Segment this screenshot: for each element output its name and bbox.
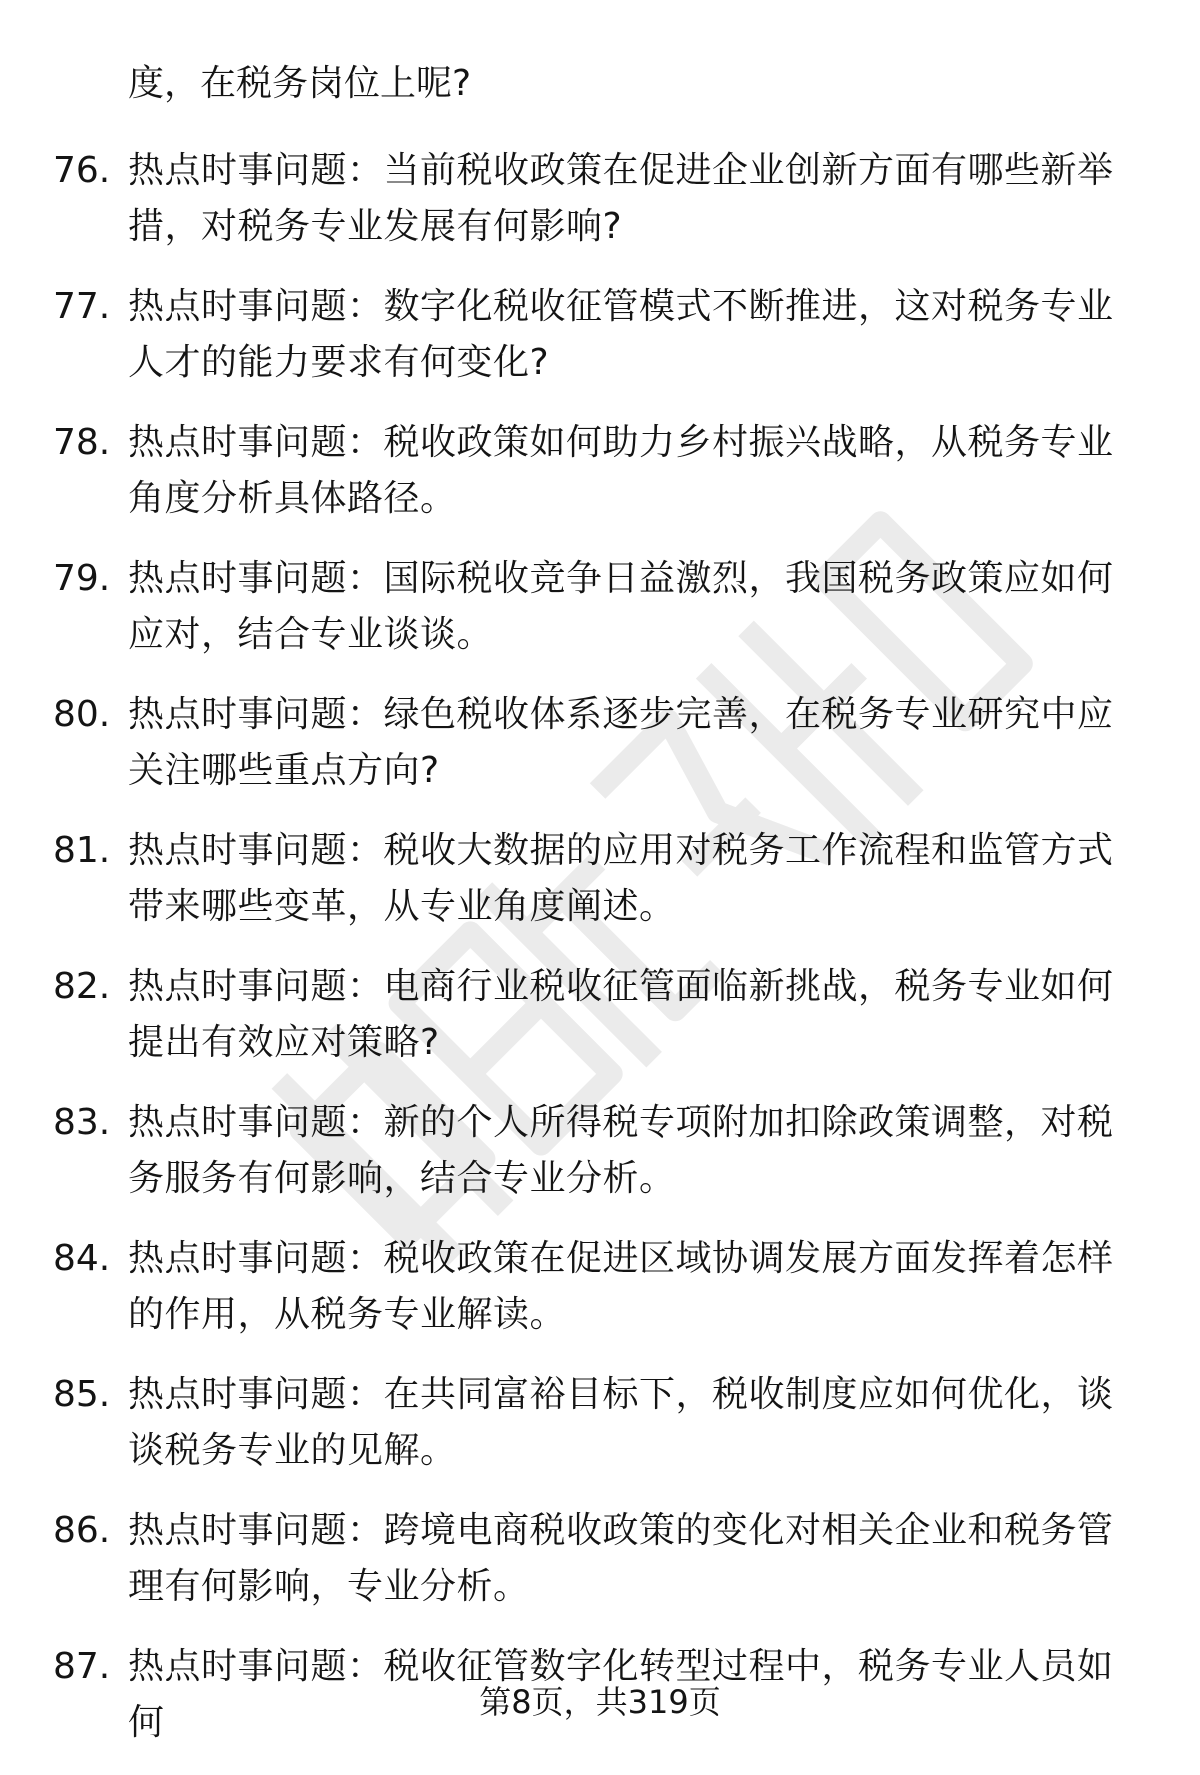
item-text: 热点时事问题：税收征管数字化转型过程中，税务专业人员如何 bbox=[128, 1646, 1114, 1743]
list-item bbox=[0, 959, 1200, 1095]
list-item bbox=[0, 551, 1200, 687]
list-item bbox=[0, 415, 1200, 551]
continuation-text: 度，在税务岗位上呢? bbox=[128, 63, 472, 104]
list-item bbox=[0, 1367, 1200, 1503]
page-footer: 第8页，共319页 bbox=[479, 1683, 721, 1721]
item-number: 87. bbox=[53, 1646, 111, 1687]
item-text: 热点时事问题：在共同富裕目标下，税收制度应如何优化，谈谈税务专业的见解。 bbox=[128, 1374, 1114, 1471]
list-item bbox=[0, 1231, 1200, 1367]
item-number: 80. bbox=[53, 694, 111, 735]
item-text: 热点时事问题：当前税收政策在促进企业创新方面有哪些新举措，对税务专业发展有何影响? bbox=[128, 150, 1114, 247]
item-text: 热点时事问题：税收政策在促进区域协调发展方面发挥着怎样的作用，从税务专业解读。 bbox=[128, 1238, 1114, 1335]
list-item bbox=[0, 1503, 1200, 1639]
list-item bbox=[0, 279, 1200, 415]
list-item bbox=[0, 823, 1200, 959]
item-text: 热点时事问题：数字化税收征管模式不断推进，这对税务专业人才的能力要求有何变化? bbox=[128, 286, 1114, 383]
item-text: 热点时事问题：电商行业税收征管面临新挑战，税务专业如何提出有效应对策略? bbox=[128, 966, 1114, 1063]
item-number: 79. bbox=[53, 558, 111, 599]
list-item bbox=[0, 1095, 1200, 1231]
item-number: 78. bbox=[53, 422, 111, 463]
list-item bbox=[0, 687, 1200, 823]
list-item bbox=[0, 143, 1200, 279]
item-number: 77. bbox=[53, 286, 111, 327]
item-text: 热点时事问题：绿色税收体系逐步完善，在税务专业研究中应关注哪些重点方向? bbox=[128, 694, 1114, 791]
item-number: 76. bbox=[53, 150, 111, 191]
item-text: 热点时事问题：税收大数据的应用对税务工作流程和监管方式带来哪些变革，从专业角度阐述。 bbox=[128, 830, 1114, 927]
item-text: 热点时事问题：跨境电商税收政策的变化对相关企业和税务管理有何影响，专业分析。 bbox=[128, 1510, 1114, 1607]
item-text: 热点时事问题：新的个人所得税专项附加扣除政策调整，对税务服务有何影响，结合专业分析。 bbox=[128, 1102, 1114, 1199]
item-number: 82. bbox=[53, 966, 111, 1007]
item-text: 热点时事问题：税收政策如何助力乡村振兴战略，从税务专业角度分析具体路径。 bbox=[128, 422, 1114, 519]
question-list bbox=[0, 143, 1200, 1775]
item-number: 85. bbox=[53, 1374, 111, 1415]
item-number: 83. bbox=[53, 1102, 111, 1143]
item-number: 84. bbox=[53, 1238, 111, 1279]
item-text: 热点时事问题：国际税收竞争日益激烈，我国税务政策应如何应对，结合专业谈谈。 bbox=[128, 558, 1114, 655]
item-number: 86. bbox=[53, 1510, 111, 1551]
item-number: 81. bbox=[53, 830, 111, 871]
